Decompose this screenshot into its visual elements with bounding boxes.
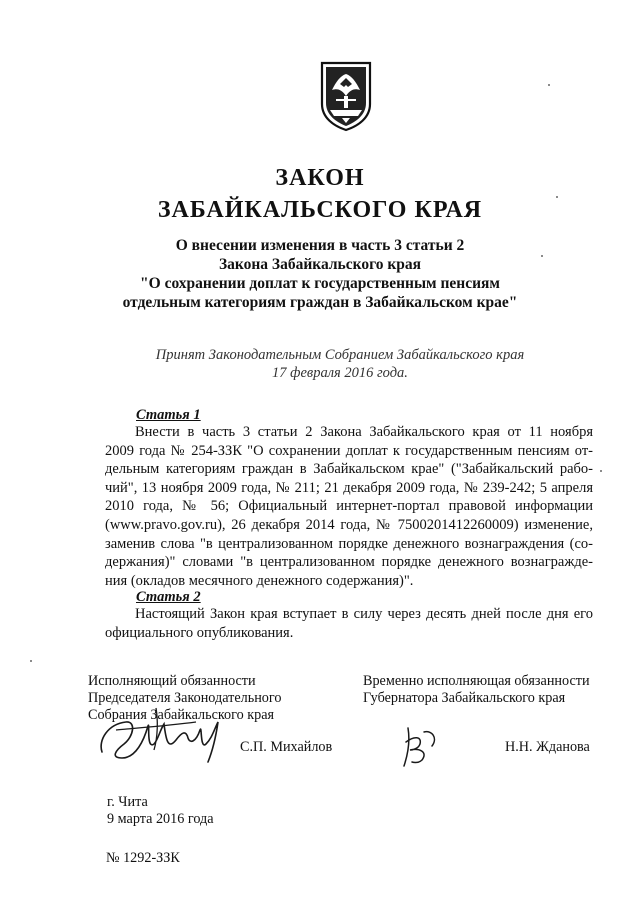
- right-title-line: Губернатора Забайкальского края: [363, 690, 566, 706]
- signing-date: 9 марта 2016 года: [107, 811, 214, 827]
- adoption-line: 17 февраля 2016 года.: [272, 365, 408, 381]
- article-1-line: (www.pravo.gov.ru), 26 декабря 2014 года, № 7500201412260009) изменение,: [105, 516, 593, 533]
- subtitle-line: О внесении изменения в часть 3 статьи 2: [175, 237, 465, 254]
- right-title-line: Временно исполняющая обязанности: [363, 673, 590, 689]
- right-signatory-name: Н.Н. Жданова: [505, 739, 590, 755]
- left-title-line: Исполняющий обязанности: [88, 673, 256, 689]
- article-1-line: 2010 года, № 56; Официальный интернет-портал правовой информации: [105, 498, 593, 515]
- subtitle-line: "О сохранении доплат к государственным пенсиям: [140, 275, 500, 292]
- article-1-heading: Статья 1: [136, 407, 201, 423]
- article-1-line: 2009 года № 254-ЗЗК "О сохранении доплат к государственным пенсиям от-: [105, 442, 593, 459]
- adoption-line: Принят Законодательным Собранием Забайкальского края: [155, 347, 525, 363]
- article-1-line: Внести в часть 3 статьи 2 Закона Забайкальского края от 11 ноября: [135, 424, 593, 440]
- article-1-line: дельным категориям граждан в Забайкальском крае" ("Забайкальский рабо-: [105, 461, 593, 478]
- right-handwritten-signature: [398, 722, 448, 772]
- law-title: ЗАКОН: [275, 165, 365, 191]
- article-1-body: [105, 423, 593, 590]
- article-2-heading: Статья 2: [136, 589, 201, 605]
- article-1-line: ния (окладов месячного денежного содержания)".: [105, 572, 414, 589]
- subtitle-line: Закона Забайкальского края: [218, 256, 422, 273]
- coat-of-arms-emblem: [318, 60, 374, 132]
- region-title: ЗАБАЙКАЛЬСКОГО КРАЯ: [157, 197, 483, 223]
- adoption-note: [20, 346, 640, 382]
- article-2-line: официального опубликования.: [105, 624, 294, 641]
- left-title-line: Собрания Забайкальского края: [88, 707, 275, 723]
- article-2-body: [105, 605, 593, 642]
- city: г. Чита: [107, 794, 148, 810]
- law-number: № 1292-ЗЗК: [106, 850, 180, 866]
- article-1-line: чий", 13 ноября 2009 года, № 211; 21 декабря 2009 года, № 239-242; 5 апреля: [105, 479, 593, 496]
- article-2-line: Настоящий Закон края вступает в силу через десять дней после дня его: [135, 606, 593, 622]
- left-handwritten-signature: [96, 700, 228, 770]
- subtitle-line: отдельным категориям граждан в Забайкальском крае": [122, 294, 518, 311]
- article-1-line: заменив слова "в централизованном порядке денежного вознаграждения (со-: [105, 535, 593, 552]
- article-1-line: держания)" словами "в централизованном порядке денежного вознагражде-: [105, 554, 593, 571]
- right-signatory-title: [363, 673, 590, 707]
- left-signatory-name: С.П. Михайлов: [240, 739, 333, 755]
- left-title-line: Председателя Законодательного: [88, 690, 282, 706]
- law-subtitle: [0, 236, 640, 312]
